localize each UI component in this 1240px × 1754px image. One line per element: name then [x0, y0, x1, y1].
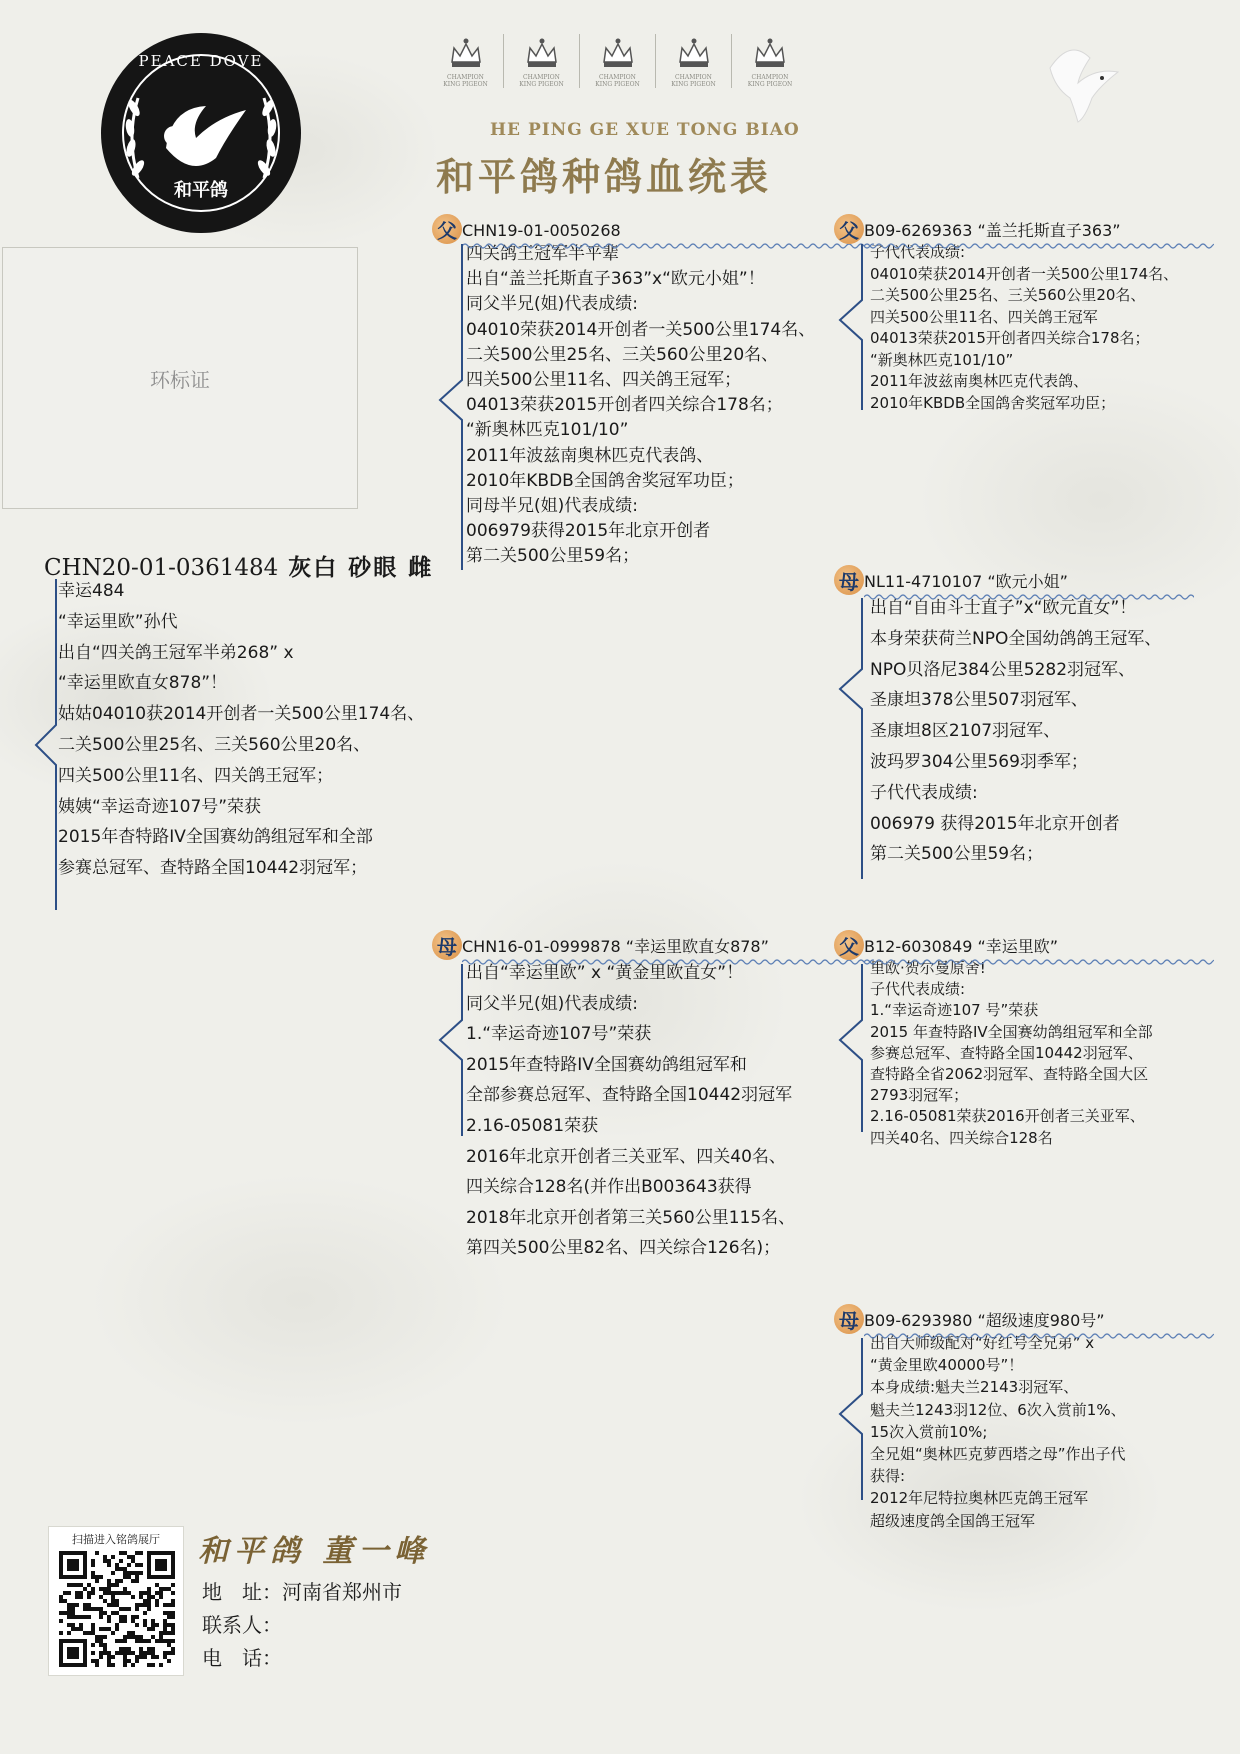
- dam-block: [432, 936, 795, 1264]
- detail-line: 超级速度鸽全国鸽王冠军: [870, 1511, 1036, 1530]
- dam-sire-details: [834, 958, 1153, 1149]
- detail-line: 圣康坦8区2107羽冠军、: [870, 721, 1061, 742]
- wave-divider: [462, 958, 874, 966]
- subject-description: [58, 576, 424, 884]
- detail-line: 全兄姐“奥林匹克萝西塔之母”作出子代: [870, 1445, 1126, 1464]
- sire-dam-ring-id: NL11-4710107 “欧元小姐”: [864, 572, 1068, 591]
- detail-line: 四关综合128名(并作出B003643获得: [466, 1177, 752, 1198]
- sire-details: [432, 242, 815, 570]
- sire-dam-badge: 母: [834, 565, 864, 595]
- crown-badge: [580, 34, 656, 88]
- crown-label-line2: KING PIGEON: [747, 81, 793, 88]
- detail-line: “新奥林匹克101/10”: [466, 420, 629, 441]
- sire-bracket: [430, 240, 466, 580]
- sire-sire-bracket: [830, 240, 866, 415]
- dam-dam-bracket: [830, 1334, 866, 1504]
- detail-line: 2012年尼特拉奥林匹克鸽王冠军: [870, 1489, 1089, 1508]
- detail-line: 子代代表成绩:: [870, 782, 978, 803]
- detail-line: 全部参赛总冠军、查特路全国10442羽冠军: [466, 1085, 793, 1106]
- subject-line: 姑姑04010获2014开创者一关500公里174名、: [58, 704, 425, 725]
- dam-sire-bracket: [830, 960, 866, 1135]
- subject-line: 2015年杳特路IV全国赛幼鸽组冠军和全部: [58, 827, 373, 848]
- detail-line: 2.16-05081荣获: [466, 1115, 599, 1136]
- crown-label-line1: CHAMPION: [447, 74, 484, 81]
- detail-line: 出自“自由斗士直子”x“欧元直女”！: [870, 598, 1137, 618]
- sire-sire-details: [834, 242, 1178, 414]
- detail-line: 2016年北京开创者三关亚军、四关40名、: [466, 1146, 786, 1167]
- dam-dam-ring-id: B09-6293980 “超级速度980号”: [864, 1311, 1105, 1330]
- crown-label-line2: KING PIGEON: [671, 81, 716, 88]
- subject-line: 参赛总冠军、查特路全国10442羽冠军；: [58, 858, 368, 879]
- detail-line: 圣康坦378公里507羽冠军、: [870, 690, 1088, 711]
- crown-badge: [732, 34, 808, 88]
- wave-divider: [864, 242, 1214, 250]
- crown-label-line2: KING PIGEON: [443, 81, 488, 88]
- crown-label-line1: CHAMPION: [523, 74, 560, 81]
- subject-line: 出自“四关鸽王冠军半弟268” x: [58, 642, 294, 663]
- detail-line: 获得:: [870, 1467, 906, 1486]
- contact-info: [202, 1576, 402, 1675]
- wave-divider: [864, 1332, 1214, 1340]
- detail-line: “新奥林匹克101/10”: [870, 350, 1014, 369]
- sire-dam-block: [834, 571, 1161, 870]
- qr-label: 扫描进入铭鸽展厅: [72, 1533, 160, 1546]
- ring-certificate-label: 环标证: [150, 367, 210, 392]
- dam-badge: 母: [432, 930, 462, 960]
- subject-line: “幸运里欧”孙代: [58, 611, 178, 632]
- phone-line: 电 话：: [202, 1646, 282, 1670]
- detail-line: 2.16-05081荣获2016开创者三关亚军、: [870, 1107, 1145, 1126]
- detail-line: 04013荣获2015开创者四关综合178名；: [466, 395, 783, 416]
- crown-label-line2: KING PIGEON: [595, 81, 640, 88]
- crown-badge: [504, 34, 580, 88]
- crown-row: [428, 34, 808, 88]
- detail-line: 006979 获得2015年北京开创者: [870, 813, 1120, 834]
- detail-line: 04010荣获2014开创者一关500公里174名、: [870, 264, 1179, 283]
- crown-icon: [598, 34, 638, 74]
- dam-sire-badge: 父: [834, 930, 864, 960]
- crown-label-line2: KING PIGEON: [519, 81, 564, 88]
- detail-line: 第二关500公里59名；: [870, 844, 1044, 865]
- subject-bracket: [30, 575, 60, 915]
- detail-line: 四关40名、四关综合128名: [870, 1128, 1053, 1147]
- signature: 和平鸽 董一峰: [198, 1534, 431, 1569]
- detail-line: 出自“幸运里欧” x “黄金里欧直女”！: [466, 963, 744, 983]
- detail-line: 子代代表成绩:: [870, 980, 966, 999]
- sire-sire-ring-id: B09-6269363 “盖兰托斯直子363”: [864, 221, 1121, 240]
- crown-icon: [750, 34, 790, 74]
- dam-ring-id: CHN16-01-0999878 “幸运里欧直女878”: [462, 937, 769, 956]
- detail-line: 同父半兄(姐)代表成绩:: [466, 993, 638, 1014]
- detail-line: 2015年查特路IV全国赛幼鸽组冠军和: [466, 1054, 747, 1075]
- title-pinyin: HE PING GE XUE TONG BIAO: [490, 120, 800, 140]
- crown-icon: [522, 34, 562, 74]
- dam-dam-block: [834, 1310, 1126, 1532]
- subject-line: 二关500公里25名、三关560公里20名、: [58, 734, 371, 755]
- subject-line: “幸运里欧直女878”！: [58, 673, 228, 694]
- wave-divider: [864, 593, 1194, 601]
- detail-line: 2018年北京开创者第三关560公里115名、: [466, 1207, 796, 1228]
- dam-sire-ring-id: B12-6030849 “幸运里欧”: [864, 937, 1059, 956]
- detail-line: 本身成绩:魁夫兰2143羽冠军、: [870, 1378, 1079, 1397]
- subject-color-sex: 灰白 砂眼 雌: [288, 554, 434, 581]
- ring-certificate-box: [2, 247, 358, 509]
- sire-sire-badge: 父: [834, 214, 864, 244]
- subject-line: 四关500公里11名、四关鸽王冠军；: [58, 765, 334, 786]
- detail-line: 1.“幸运奇迹107 号”荣获: [870, 1001, 1039, 1020]
- detail-line: 波玛罗304公里569羽季军；: [870, 751, 1088, 772]
- crown-icon: [446, 34, 486, 74]
- detail-line: 查特路全省2062羽冠军、查特路全国大区: [870, 1065, 1149, 1084]
- detail-line: 2793羽冠军；: [870, 1086, 969, 1105]
- sire-dam-details: [834, 593, 1161, 870]
- detail-line: 二关500公里25名、三关560公里20名、: [466, 344, 779, 365]
- qr-code-panel[interactable]: [48, 1526, 184, 1676]
- contact-person-line: 联系人：: [202, 1613, 282, 1637]
- detail-line: 四关500公里11名、四关鸽王冠军: [870, 307, 1098, 326]
- sire-ring-id: CHN19-01-0050268: [462, 221, 621, 240]
- sire-sire-block: [834, 220, 1178, 414]
- wave-divider: [462, 242, 874, 250]
- detail-line: 二关500公里25名、三关560公里20名、: [870, 286, 1146, 304]
- detail-line: 2015 年查特路IV全国赛幼鸽组冠军和全部: [870, 1022, 1153, 1041]
- detail-line: 2011年波兹南奥林匹克代表鸽、: [466, 445, 714, 466]
- crown-label-line1: CHAMPION: [675, 74, 712, 81]
- detail-line: 出自“盖兰托斯直子363”x“欧元小姐”！: [466, 269, 765, 290]
- dam-dam-badge: 母: [834, 1304, 864, 1334]
- detail-line: 15次入赏前10%;: [870, 1422, 988, 1441]
- detail-line: 04013荣获2015开创者四关综合178名；: [870, 329, 1150, 347]
- sire-dam-bracket: [830, 594, 866, 884]
- logo-cn-text: 和平鸽: [174, 180, 228, 201]
- dam-details: [432, 958, 795, 1264]
- detail-line: 第四关500公里82名、四关综合126名)；: [466, 1238, 781, 1259]
- crown-badge: [428, 34, 504, 88]
- detail-line: 04010荣获2014开创者一关500公里174名、: [466, 319, 816, 340]
- crown-label-line1: CHAMPION: [599, 74, 636, 81]
- peace-dove-logo: [96, 28, 306, 238]
- detail-line: 2011年波兹南奥林匹克代表鸽、: [870, 372, 1089, 390]
- wave-divider: [864, 958, 1214, 966]
- sire-block: [432, 220, 815, 570]
- crown-icon: [674, 34, 714, 74]
- detail-line: NPO贝洛尼384公里5282羽冠军、: [870, 659, 1136, 680]
- detail-line: 子代代表成绩:: [870, 243, 966, 261]
- dam-sire-block: [834, 936, 1153, 1149]
- detail-line: 1.“幸运奇迹107号”荣获: [466, 1024, 652, 1045]
- logo-ring-text: PEACE DOVE: [138, 52, 264, 70]
- detail-line: 本身荣获荷兰NPO全国幼鸽鸽王冠军、: [870, 628, 1162, 649]
- dam-bracket: [430, 960, 466, 1140]
- detail-line: 四关500公里11名、四关鸽王冠军；: [466, 370, 742, 391]
- detail-line: 同父半兄(姐)代表成绩:: [466, 294, 638, 315]
- detail-line: 同母半兄(姐)代表成绩:: [466, 496, 638, 517]
- detail-line: “黄金里欧40000号”！: [870, 1356, 1024, 1375]
- sire-badge: 父: [432, 214, 462, 244]
- detail-line: 006979获得2015年北京开创者: [466, 521, 711, 542]
- detail-line: 第二关500公里59名；: [466, 546, 640, 567]
- detail-line: 2010年KBDB全国鸽舍奖冠军功臣；: [870, 393, 1116, 412]
- detail-line: 魁夫兰1243羽12位、6次入赏前1%、: [870, 1400, 1126, 1419]
- dam-dam-details: [834, 1332, 1126, 1532]
- detail-line: 2010年KBDB全国鸽舍奖冠军功臣；: [466, 470, 744, 491]
- crown-label-line1: CHAMPION: [751, 74, 789, 81]
- subject-line: 姨姨“幸运奇迹107号”荣获: [58, 796, 262, 817]
- detail-line: 参赛总冠军、查特路全国10442羽冠军、: [870, 1043, 1143, 1062]
- qr-code-icon[interactable]: [59, 1551, 175, 1667]
- subject-ring-id: CHN20-01-0361484: [44, 555, 279, 581]
- subject-line: 幸运484: [58, 581, 125, 601]
- crown-badge: [656, 34, 732, 88]
- address-line: 地 址：河南省郑州市: [202, 1580, 402, 1604]
- detail-line: 四关鸽王冠军半平辈: [466, 244, 619, 264]
- detail-line: 出自大师级配对“好红号全兄弟” x: [870, 1334, 1095, 1352]
- detail-line: 里欧·贺尔曼原舍!: [870, 959, 986, 977]
- dove-icon: [1040, 28, 1126, 124]
- page-title: 和平鸽种鸽血统表: [436, 154, 773, 199]
